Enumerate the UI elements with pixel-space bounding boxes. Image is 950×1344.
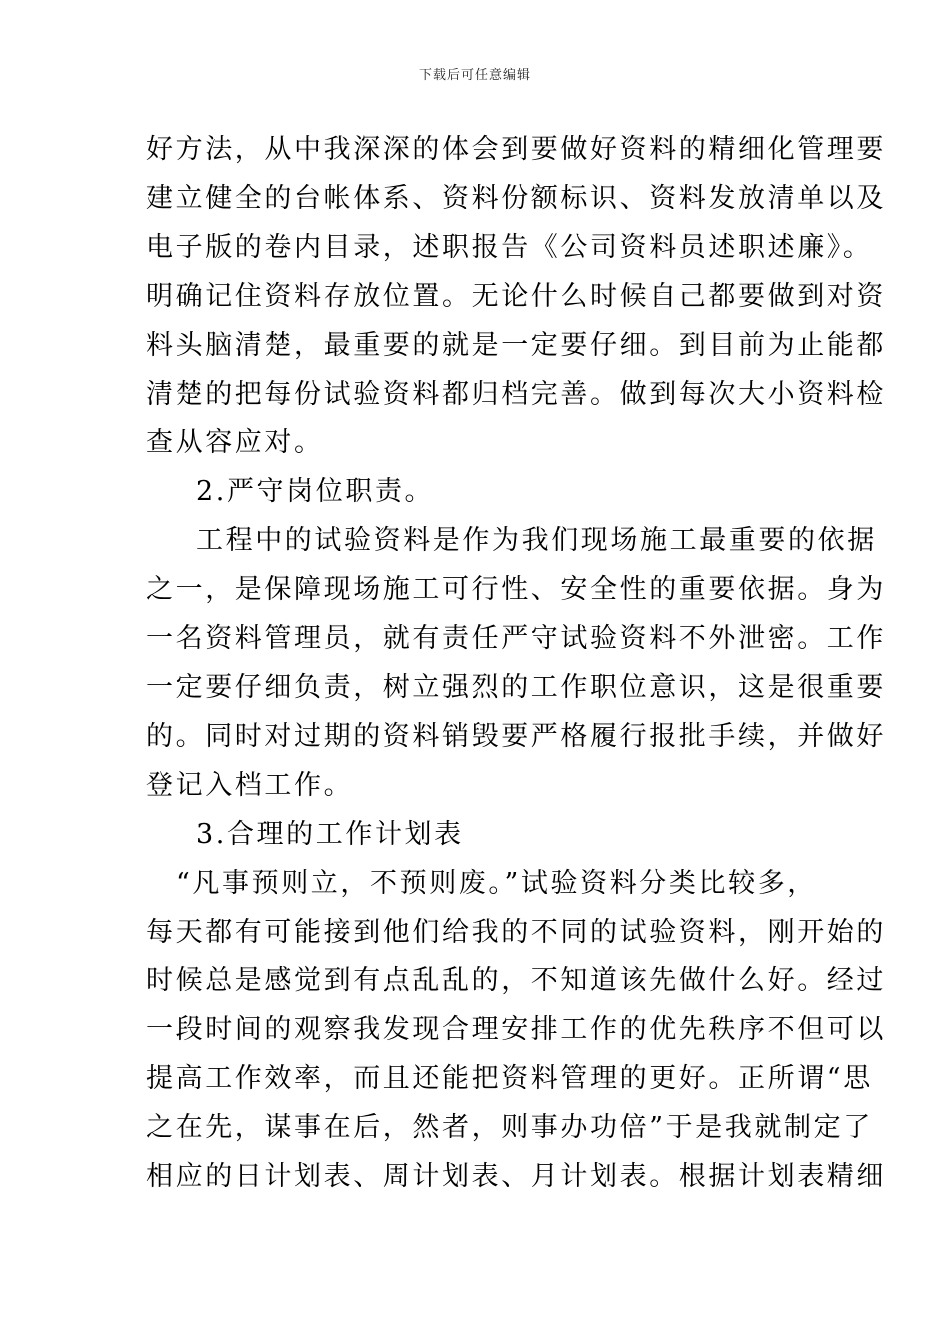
paragraph-first-line: “凡事预则立，不预则废。”试验资料分类比较多， xyxy=(176,867,817,899)
text-line: 之在先，谋事在后，然者，则事办功倍”于是我就制定了 xyxy=(146,1112,873,1144)
text-line: 明确记住资料存放位置。无论什么时候自己都要做到对资 xyxy=(146,280,886,312)
text-line: 时候总是感觉到有点乱乱的，不知道该先做什么好。经过 xyxy=(146,965,886,997)
page-header: 下载后可任意编辑 xyxy=(418,68,531,83)
document-body xyxy=(146,126,886,1202)
text-line: 之一，是保障现场施工可行性、安全性的重要依据。身为 xyxy=(146,574,886,606)
text-line: 查从容应对。 xyxy=(146,427,324,459)
section-heading: 2.严守岗位职责。 xyxy=(196,476,435,508)
text-line: 一名资料管理员，就有责任严守试验资料不外泄密。工作 xyxy=(146,623,886,655)
text-line: 每天都有可能接到他们给我的不同的试验资料，刚开始的 xyxy=(146,916,886,948)
text-line: 相应的日计划表、周计划表、月计划表。根据计划表精细 xyxy=(146,1161,886,1193)
text-line: 一段时间的观察我发现合理安排工作的优先秩序不但可以 xyxy=(146,1014,886,1046)
text-line: 登记入档工作。 xyxy=(146,769,354,801)
text-line: 的。同时对过期的资料销毁要严格履行报批手续，并做好 xyxy=(146,720,886,752)
text-line: 清楚的把每份试验资料都归档完善。做到每次大小资料检 xyxy=(146,378,886,410)
text-line: 一定要仔细负责，树立强烈的工作职位意识，这是很重要 xyxy=(146,671,886,703)
text-line: 电子版的卷内目录，述职报告《公司资料员述职述廉》。 xyxy=(146,231,873,263)
text-line: 料头脑清楚，最重要的就是一定要仔细。到目前为止能都 xyxy=(146,329,886,361)
text-line: 好方法，从中我深深的体会到要做好资料的精细化管理要 xyxy=(146,134,886,165)
text-line: 提高工作效率，而且还能把资料管理的更好。正所谓“思 xyxy=(146,1063,873,1095)
paragraph-first-line: 工程中的试验资料是作为我们现场施工最重要的依据 xyxy=(196,525,877,557)
section-heading: 3.合理的工作计划表 xyxy=(196,818,464,850)
text-line: 建立健全的台帐体系、资料份额标识、资料发放清单以及 xyxy=(146,182,886,214)
